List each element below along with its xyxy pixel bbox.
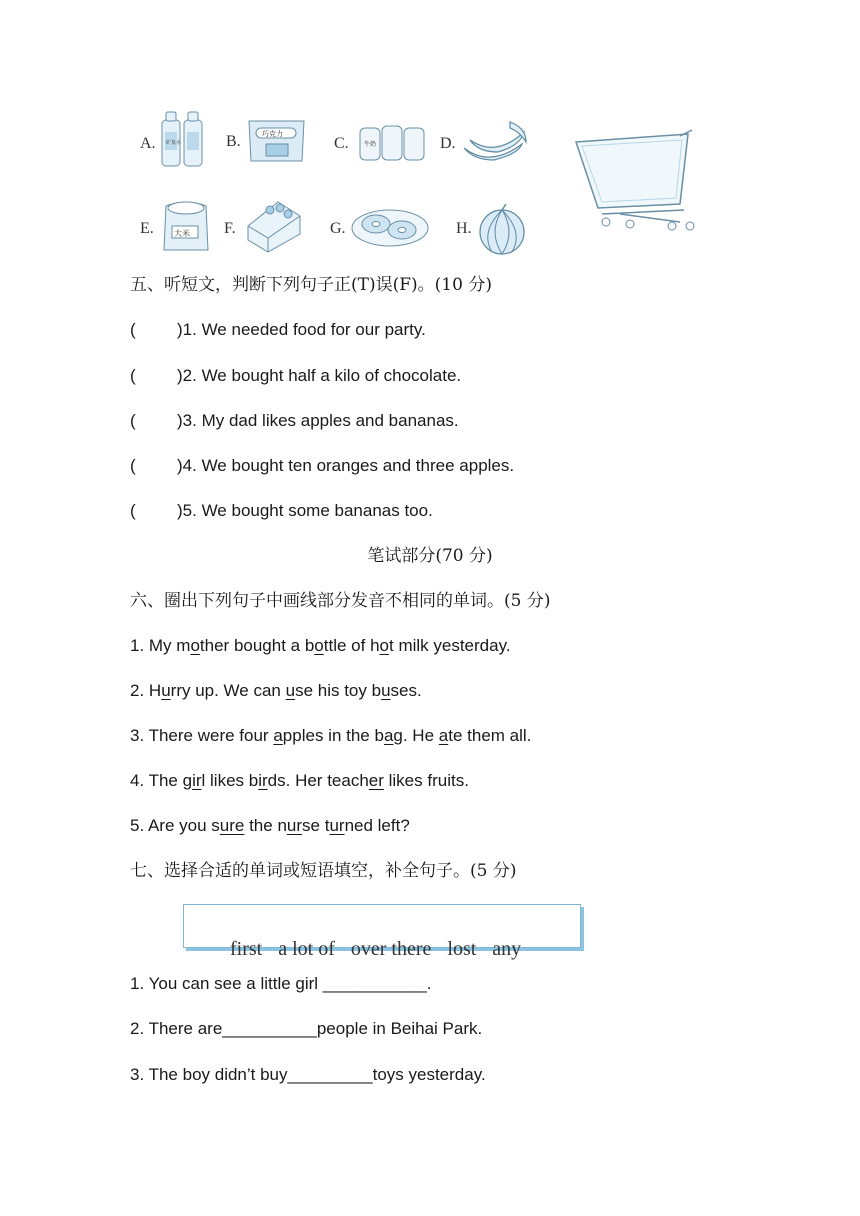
milk-label: 牛奶: [364, 141, 377, 148]
list-item: ( )5. We bought some bananas too.: [130, 501, 433, 520]
donuts-icon: [350, 202, 430, 248]
list-item: ( )4. We bought ten oranges and three apples.: [130, 456, 515, 475]
section5-heading: 五、听短文，判断下列句子正(T)误(F)。(10 分): [130, 275, 492, 295]
watermelon-icon: [478, 200, 526, 256]
option-label-c: C.: [334, 135, 349, 152]
list-item: 3. The boy didn’t buy_________toys yesterday.: [130, 1065, 486, 1084]
water-bottles-icon: [158, 108, 206, 168]
bananas-icon: [460, 114, 532, 166]
word-bank-item: a lot of: [278, 938, 335, 960]
word-bank-box: [183, 904, 581, 960]
water-label: 矿泉水: [166, 140, 182, 146]
chocolate-icon: [246, 118, 308, 164]
written-part-heading: 笔试部分(70 分): [367, 546, 493, 566]
list-item: ( )3. My dad likes apples and bananas.: [130, 411, 459, 430]
option-label-g: G.: [330, 220, 346, 237]
word-bank-item: first: [230, 938, 263, 960]
option-label-a: A.: [140, 135, 156, 152]
cake-icon: [244, 196, 304, 256]
milk-bottles-icon: [356, 120, 428, 164]
list-item: 1. My mother bought a bottle of hot milk yesterday.: [130, 636, 511, 655]
chocolate-label: 巧克力: [262, 130, 283, 138]
rice-label: 大米: [174, 229, 190, 238]
word-bank-item: lost: [447, 938, 477, 960]
list-item: 5. Are you sure the nurse turned left?: [130, 816, 410, 835]
word-bank-item: over there: [350, 938, 432, 960]
option-label-b: B.: [226, 133, 241, 150]
list-item: 3. There were four apples in the bag. He ate them all.: [130, 726, 532, 745]
option-label-d: D.: [440, 135, 456, 152]
list-item: 4. The girl likes birds. Her teacher likes fruits.: [130, 771, 469, 790]
section7-heading: 七、选择合适的单词或短语填空，补全句子。(5 分): [130, 861, 517, 881]
option-label-e: E.: [140, 220, 154, 237]
rice-bag-icon: [160, 196, 212, 254]
list-item: 2. Hurry up. We can use his toy buses.: [130, 681, 422, 700]
option-label-f: F.: [224, 220, 236, 237]
shopping-cart-icon: [572, 126, 702, 236]
option-label-h: H.: [456, 220, 472, 237]
list-item: 2. There are__________people in Beihai Park.: [130, 1019, 483, 1038]
list-item: ( )2. We bought half a kilo of chocolate.: [130, 366, 462, 385]
word-bank-item: any: [492, 938, 522, 960]
list-item: 1. You can see a little girl ___________.: [130, 974, 432, 993]
section6-heading: 六、圈出下列句子中画线部分发音不相同的单词。(5 分): [130, 591, 551, 611]
list-item: ( )1. We needed food for our party.: [130, 320, 426, 339]
